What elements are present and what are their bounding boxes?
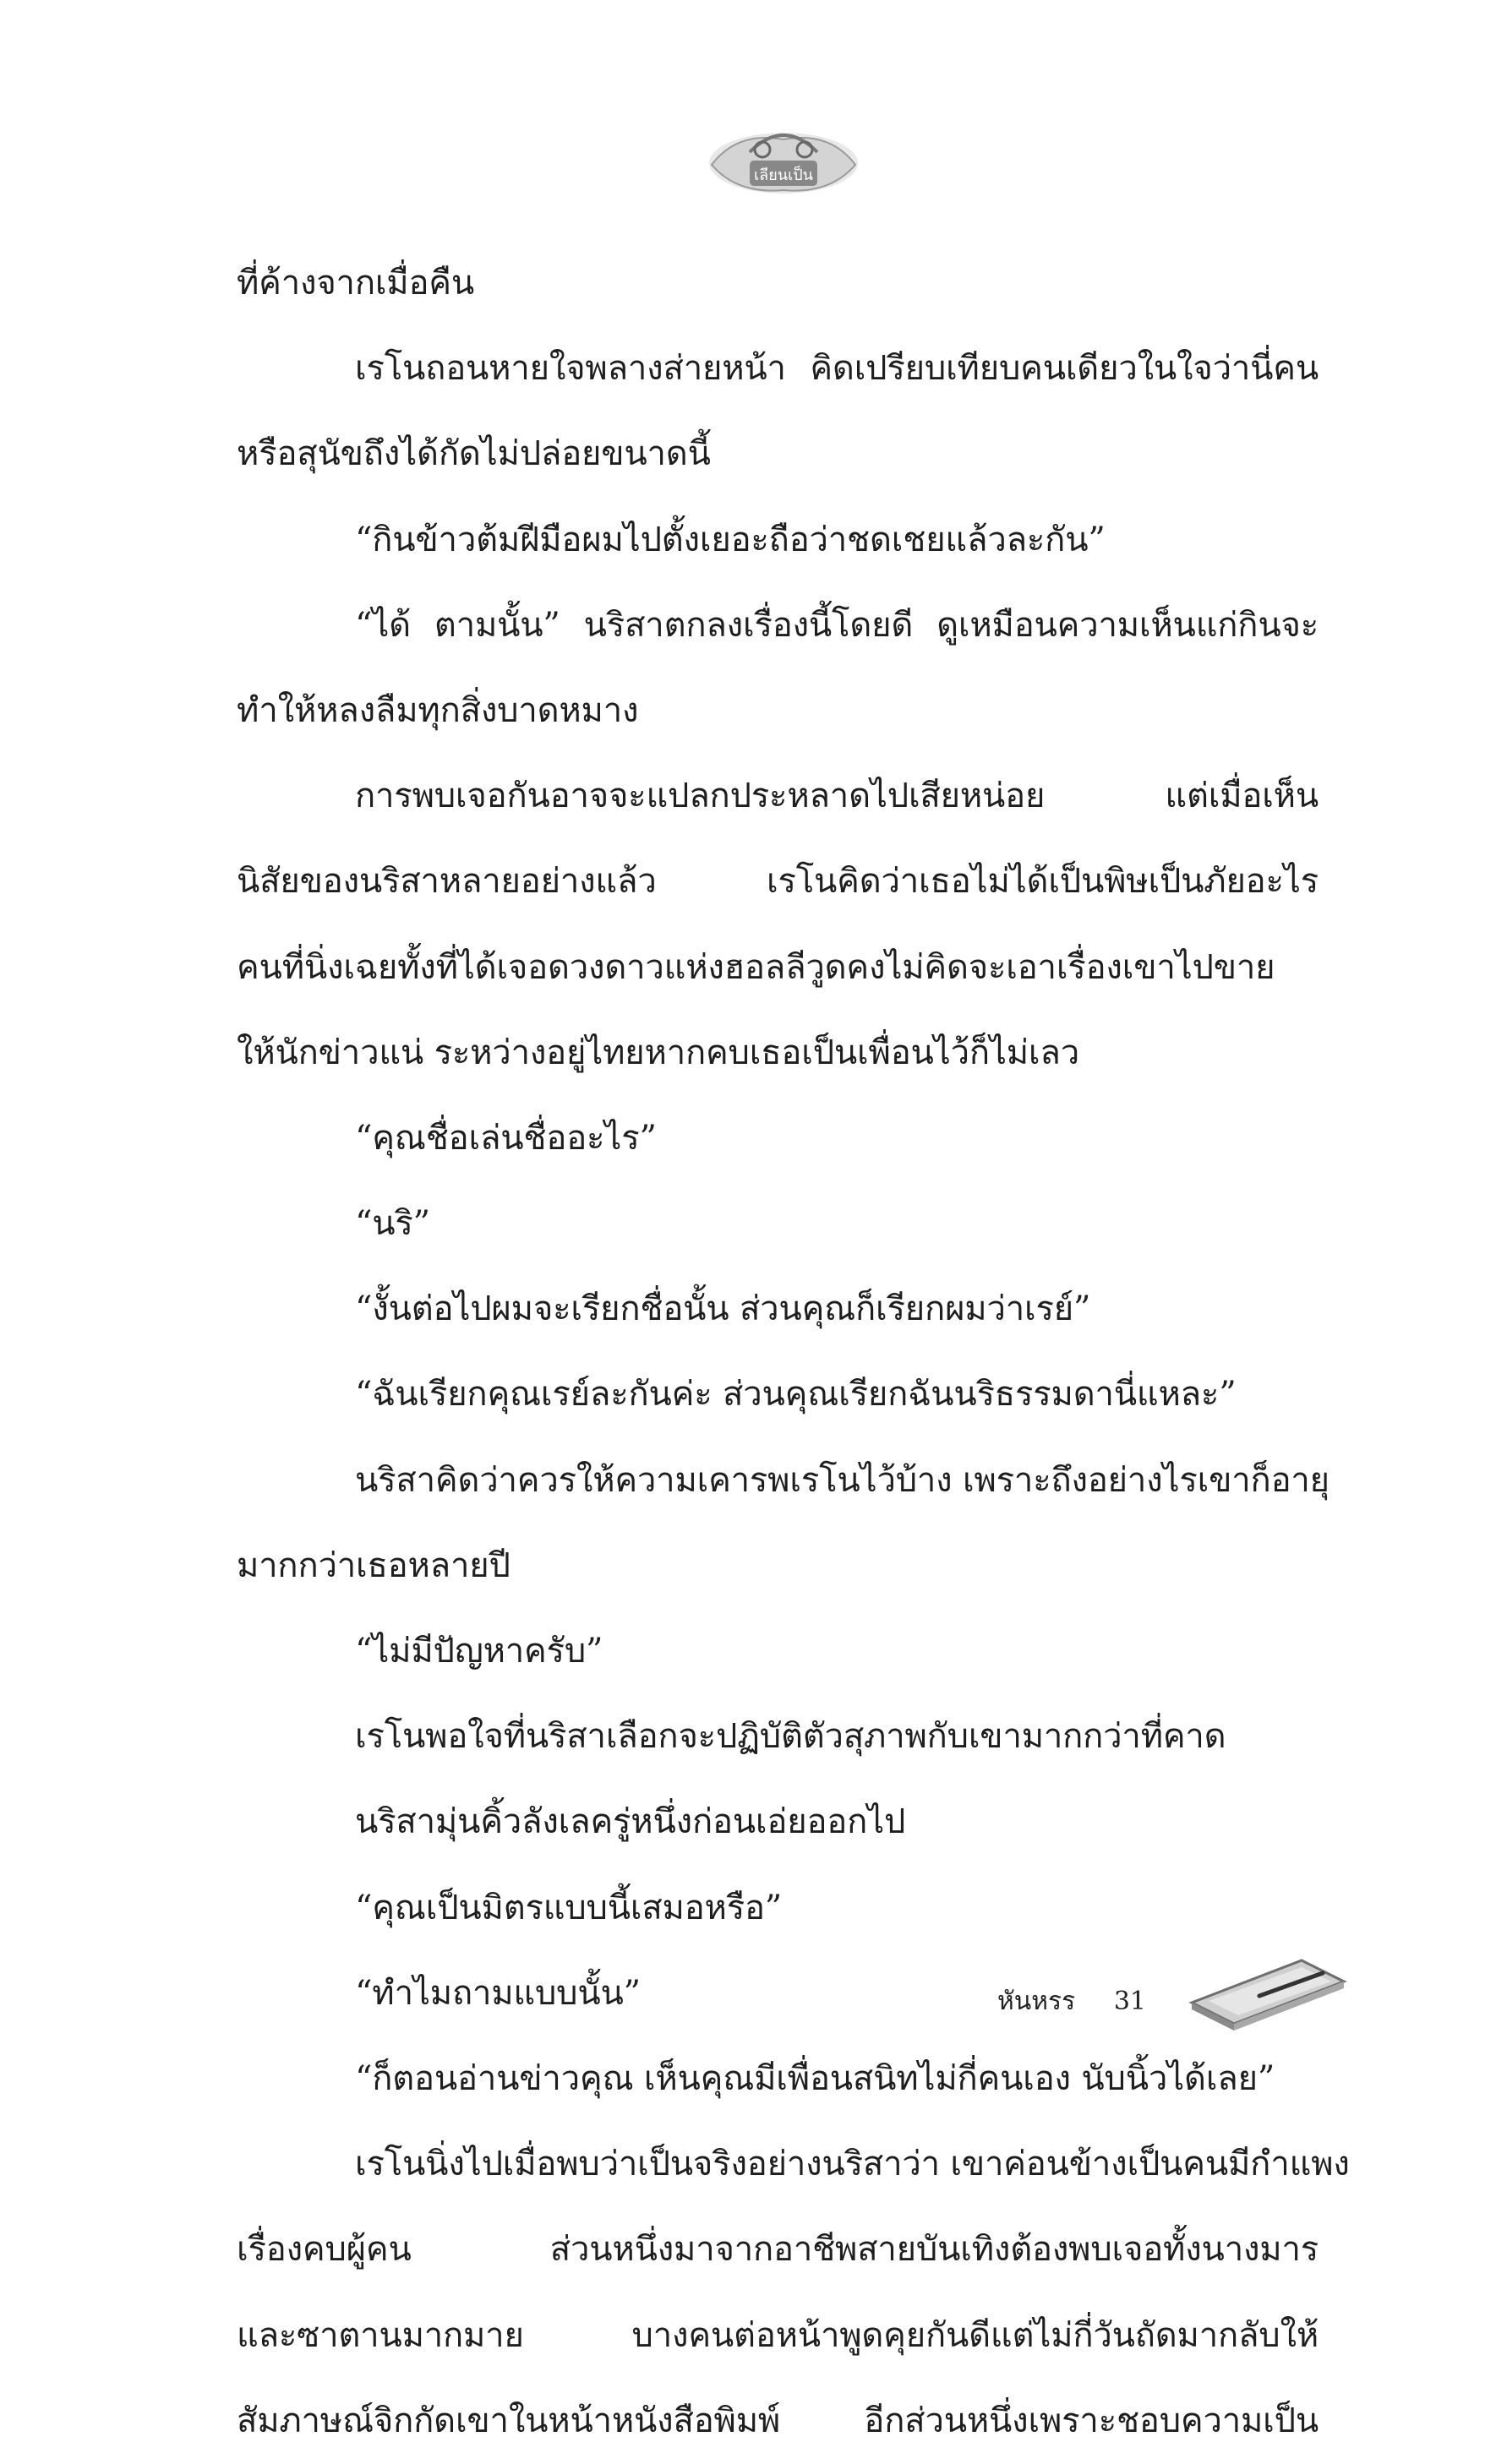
text-line: มากกว่าเธอหลายปี xyxy=(237,1545,511,1585)
text-line: ที่ค้างจากเมื่อคืน xyxy=(237,264,474,303)
text-line: “ไม่มีปัญหาครับ” xyxy=(355,1632,603,1671)
text-line: “ทำไมถามแบบนั้น” xyxy=(355,1973,641,2013)
ornament-logo-icon xyxy=(703,114,864,207)
text-line: “ก็ตอนอ่านข่าวคุณ เห็นคุณมีเพื่อนสนิทไม่กี่คนเอง นับนิ้วได้เลย” xyxy=(355,2058,1275,2098)
text-line: “งั้นต่อไปผมจะเรียกชื่อนั้น ส่วนคุณก็เรียกผมว่าเรย์” xyxy=(355,1289,1091,1329)
text-line: นริสาคิดว่าควรให้ความเคารพเรโนไว้บ้าง เพราะถึงอย่างไรเขาก็อายุ xyxy=(355,1460,1330,1500)
text-line: นริสามุ่นคิ้วลังเลครู่หนึ่งก่อนเอ่ยออกไป xyxy=(355,1802,906,1842)
header-logo xyxy=(703,114,864,207)
footer-title: หันหรร xyxy=(997,1987,1076,2016)
text-line: เรโนถอนหายใจพลางส่ายหน้า คิดเปรียบเทียบคนเดียวในใจว่านี่คน xyxy=(355,349,1319,389)
logo-text: เลียนเป็น xyxy=(754,166,813,184)
text-line: “ฉันเรียกคุณเรย์ละกันค่ะ ส่วนคุณเรียกฉันนริธรรมดานี่แหละ” xyxy=(355,1375,1237,1415)
text-line: “กินข้าวต้มฝีมือผมไปตั้งเยอะถือว่าชดเชยแล้วละกัน” xyxy=(355,520,1106,559)
text-line: เรื่องคบผู้คน ส่วนหนึ่งมาจากอาชีพสายบันเทิงต้องพบเจอทั้งนางมาร xyxy=(237,2230,1319,2270)
text-line: คนที่นิ่งเฉยทั้งที่ได้เจอดวงดาวแห่งฮอลลีวูดคงไม่คิดจะเอาเรื่องเขาไปขาย xyxy=(237,947,1275,987)
text-line: “คุณเป็นมิตรแบบนี้เสมอหรือ” xyxy=(355,1888,783,1927)
text-line: เรโนนิ่งไปเมื่อพบว่าเป็นจริงอย่างนริสาว่า เขาค่อนข้างเป็นคนมีกำแพง xyxy=(355,2145,1350,2184)
footer xyxy=(997,1982,1146,2021)
text-line: เรโนพอใจที่นริสาเลือกจะปฏิบัติตัวสุภาพกับเขามากกว่าที่คาด xyxy=(355,1717,1226,1757)
body-text xyxy=(237,241,1350,2464)
text-line: และซาตานมากมาย บางคนต่อหน้าพูดคุยกันดีแต่ไม่กี่วันถัดมากลับให้ xyxy=(237,2315,1319,2355)
text-line: นิสัยของนริสาหลายอย่างแล้ว เรโนคิดว่าเธอไม่ได้เป็นพิษเป็นภัยอะไร xyxy=(237,862,1319,902)
text-line: การพบเจอกันอาจจะแปลกประหลาดไปเสียหน่อย แต่เมื่อเห็น xyxy=(355,777,1319,816)
text-line: ให้นักข่าวแน่ ระหว่างอยู่ไทยหากคบเธอเป็นเพื่อนไว้ก็ไม่เลว xyxy=(237,1033,1079,1072)
page-number: 31 xyxy=(1113,1987,1147,2016)
tablet-pen-icon xyxy=(1175,1943,1352,2036)
text-line: “ได้ ตามนั้น” นริสาตกลงเรื่องนี้โดยดี ดูเหมือนความเห็นแก่กินจะ xyxy=(355,605,1319,645)
text-line: สัมภาษณ์จิกกัดเขาในหน้าหนังสือพิมพ์ อีกส่วนหนึ่งเพราะชอบความเป็น xyxy=(237,2401,1319,2440)
text-line: หรือสุนัขถึงได้กัดไม่ปล่อยขนาดนี้ xyxy=(237,434,711,474)
text-line: “คุณชื่อเล่นชื่ออะไร” xyxy=(355,1118,657,1158)
text-line: “นริ” xyxy=(355,1204,430,1244)
text-line: ทำให้หลงลืมทุกสิ่งบาดหมาง xyxy=(237,690,639,730)
